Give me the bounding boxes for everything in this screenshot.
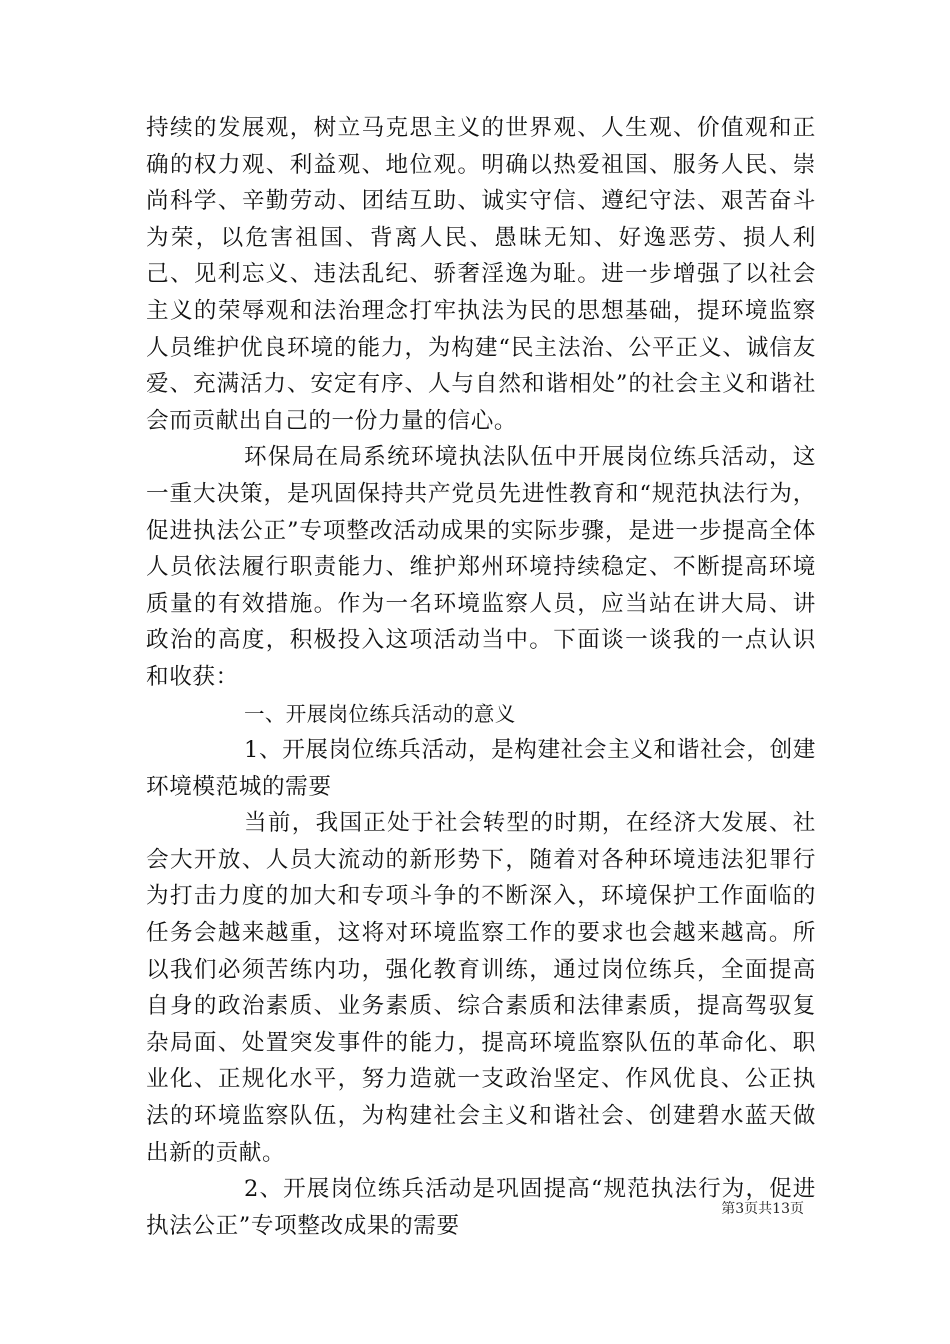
- section-heading: 一、开展岗位练兵活动的意义: [244, 701, 516, 726]
- paragraph-continued: 持续的发展观，树立马克思主义的世界观、人生观、价值观和正确的权力观、利益观、地位观。明确以热爱祖国、服务人民、崇尚科学、辛勤劳动、团结互助、诚实守信、遵纪守法、艰苦奋斗为荣，以危害祖国、背离人民、愚昧无知、好逸恶劳、损人利己、见利忘义、违法乱纪、骄奢淫逸为耻。进一步增强了以社会主义的荣辱观和法治理念打牢执法为民的思想基础，提环境监察人员维护优良环境的能力，为构建“民主法治、公平正义、诚信友爱、充满活力、安定有序、人与自然和谐相处”的社会主义和谐社会而贡献出自己的一份力量的信心。: [146, 115, 816, 434]
- document-body: [146, 110, 816, 1244]
- subheading-2: 2、开展岗位练兵活动是巩固提高“规范执法行为，促进执法公正”专项整改成果的需要: [146, 1176, 816, 1239]
- page-number-footer: 第3页共13页: [721, 1201, 804, 1217]
- paragraph-body: 当前，我国正处于社会转型的时期，在经济大发展、社会大开放、人员大流动的新形势下，随着对各种环境违法犯罪行为打击力度的加大和专项斗争的不断深入，环境保护工作面临的任务会越来越重，这将对环境监察工作的要求也会越来越高。所以我们必须苦练内功，强化教育训练，通过岗位练兵，全面提高自身的政治素质、业务素质、综合素质和法律素质，提高驾驭复杂局面、处置突发事件的能力，提高环境监察队伍的革命化、职业化、正规化水平，努力造就一支政治坚定、作风优良、公正执法的环境监察队伍，为构建社会主义和谐社会、创建碧水蓝天做出新的贡献。: [146, 810, 816, 1166]
- subheading-1: 1、开展岗位练兵活动，是构建社会主义和谐社会，创建环境模范城的需要: [146, 737, 816, 800]
- paragraph-intro: 环保局在局系统环境执法队伍中开展岗位练兵活动，这一重大决策，是巩固保持共产党员先进性教育和“规范执法行为，促进执法公正”专项整改活动成果的实际步骤，是进一步提高全体人员依法履行职责能力、维护郑州环境持续稳定、不断提高环境质量的有效措施。作为一名环境监察人员，应当站在讲大局、讲政治的高度，积极投入这项活动当中。下面谈一谈我的一点认识和收获：: [146, 444, 816, 690]
